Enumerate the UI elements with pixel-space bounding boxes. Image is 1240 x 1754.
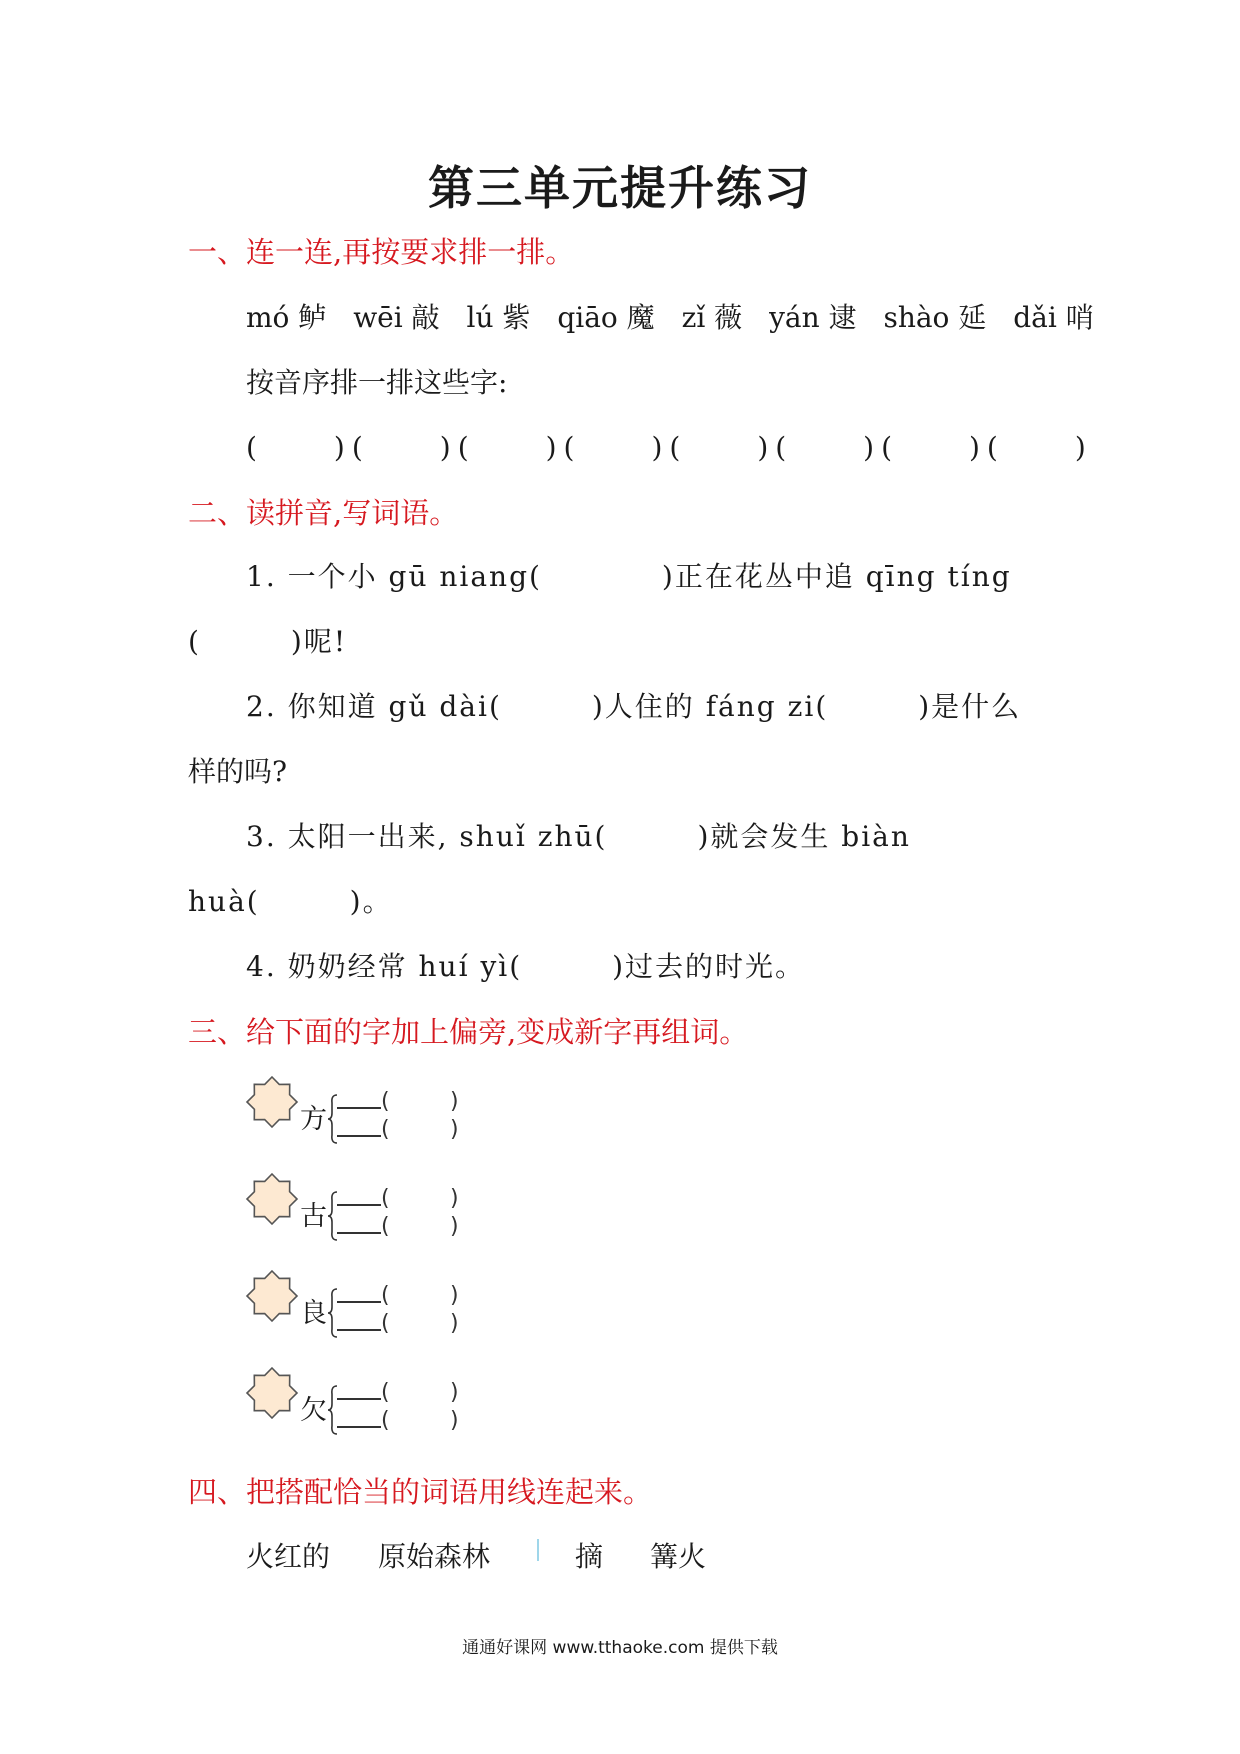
brace-icon <box>327 1384 339 1436</box>
pair-4: qiāo 魔 <box>557 301 655 334</box>
new-char-blank[interactable] <box>337 1232 381 1234</box>
word-blank-open-paren: ( <box>381 1380 390 1405</box>
section-3-heading: 三、给下面的字加上偏旁,变成新字再组词。 <box>188 1015 749 1049</box>
question-3-line-2: huà( )。 <box>188 885 393 918</box>
section-4-heading: 四、把搭配恰当的词语用线连起来。 <box>188 1475 653 1509</box>
base-character: 良 <box>300 1298 327 1329</box>
new-char-blank[interactable] <box>337 1107 381 1109</box>
word-blank-close-paren: ) <box>450 1283 459 1308</box>
footer-source: 通通好课网 www.tthaoke.com 提供下载 <box>462 1638 778 1658</box>
question-4: 4. 奶奶经常 huí yì( )过去的时光。 <box>246 950 806 983</box>
question-1-line-2: ( )呢! <box>188 625 348 658</box>
word-blank-open-paren: ( <box>381 1283 390 1308</box>
sort-answer-slots[interactable]: ( )( )( )( )( )( )( )( ) <box>246 431 1093 464</box>
new-char-blank[interactable] <box>337 1329 381 1331</box>
match-word-3[interactable]: 摘 <box>575 1540 604 1573</box>
pair-1: mó 鲈 <box>246 301 327 334</box>
pair-6: yán 逮 <box>769 301 857 334</box>
word-blank-open-paren: ( <box>381 1089 390 1114</box>
new-char-blank[interactable] <box>337 1301 381 1303</box>
question-1-line-1: 1. 一个小 gū niang( )正在花丛中追 qīng tíng <box>246 560 1012 593</box>
brace-icon <box>327 1190 339 1242</box>
page-title: 第三单元提升练习 <box>428 161 812 215</box>
base-character: 方 <box>300 1104 327 1135</box>
pair-8: dǎi 哨 <box>1013 301 1094 334</box>
question-2-line-1: 2. 你知道 gǔ dài( )人住的 fáng zi( )是什么 <box>246 690 1022 723</box>
word-blank-open-paren: ( <box>381 1117 390 1142</box>
word-blank-close-paren: ) <box>450 1214 459 1239</box>
pinyin-char-row <box>246 296 1094 336</box>
base-character: 欠 <box>300 1395 327 1426</box>
word-blank-open-paren: ( <box>381 1214 390 1239</box>
word-blank-close-paren: ) <box>450 1311 459 1336</box>
pair-7: shào 延 <box>883 301 987 334</box>
word-blank-close-paren: ) <box>450 1117 459 1142</box>
base-character: 古 <box>300 1201 327 1232</box>
brace-icon <box>327 1093 339 1145</box>
section-2-heading: 二、读拼音,写词语。 <box>188 496 459 530</box>
word-blank-close-paren: ) <box>450 1380 459 1405</box>
pair-3: lú 紫 <box>466 301 531 334</box>
new-char-blank[interactable] <box>337 1426 381 1428</box>
section-1-heading: 一、连一连,再按要求排一排。 <box>188 235 575 269</box>
new-char-blank[interactable] <box>337 1398 381 1400</box>
sort-instruction: 按音序排一排这些字: <box>246 366 508 399</box>
divider-mark <box>537 1539 539 1561</box>
radical-blank-star[interactable] <box>245 1269 299 1323</box>
question-2-line-2: 样的吗? <box>188 755 288 788</box>
match-word-2[interactable]: 原始森林 <box>378 1540 491 1573</box>
word-blank-open-paren: ( <box>381 1408 390 1433</box>
brace-icon <box>327 1287 339 1339</box>
match-word-1[interactable]: 火红的 <box>246 1540 331 1573</box>
pair-2: wēi 敲 <box>353 301 440 334</box>
word-blank-open-paren: ( <box>381 1186 390 1211</box>
new-char-blank[interactable] <box>337 1135 381 1137</box>
radical-blank-star[interactable] <box>245 1366 299 1420</box>
match-word-4[interactable]: 篝火 <box>650 1540 707 1573</box>
word-blank-close-paren: ) <box>450 1186 459 1211</box>
new-char-blank[interactable] <box>337 1204 381 1206</box>
question-3-line-1: 3. 太阳一出来, shuǐ zhū( )就会发生 biàn <box>246 820 911 853</box>
radical-blank-star[interactable] <box>245 1172 299 1226</box>
word-blank-open-paren: ( <box>381 1311 390 1336</box>
word-blank-close-paren: ) <box>450 1089 459 1114</box>
word-blank-close-paren: ) <box>450 1408 459 1433</box>
pair-5: zǐ 薇 <box>681 301 743 334</box>
radical-blank-star[interactable] <box>245 1075 299 1129</box>
